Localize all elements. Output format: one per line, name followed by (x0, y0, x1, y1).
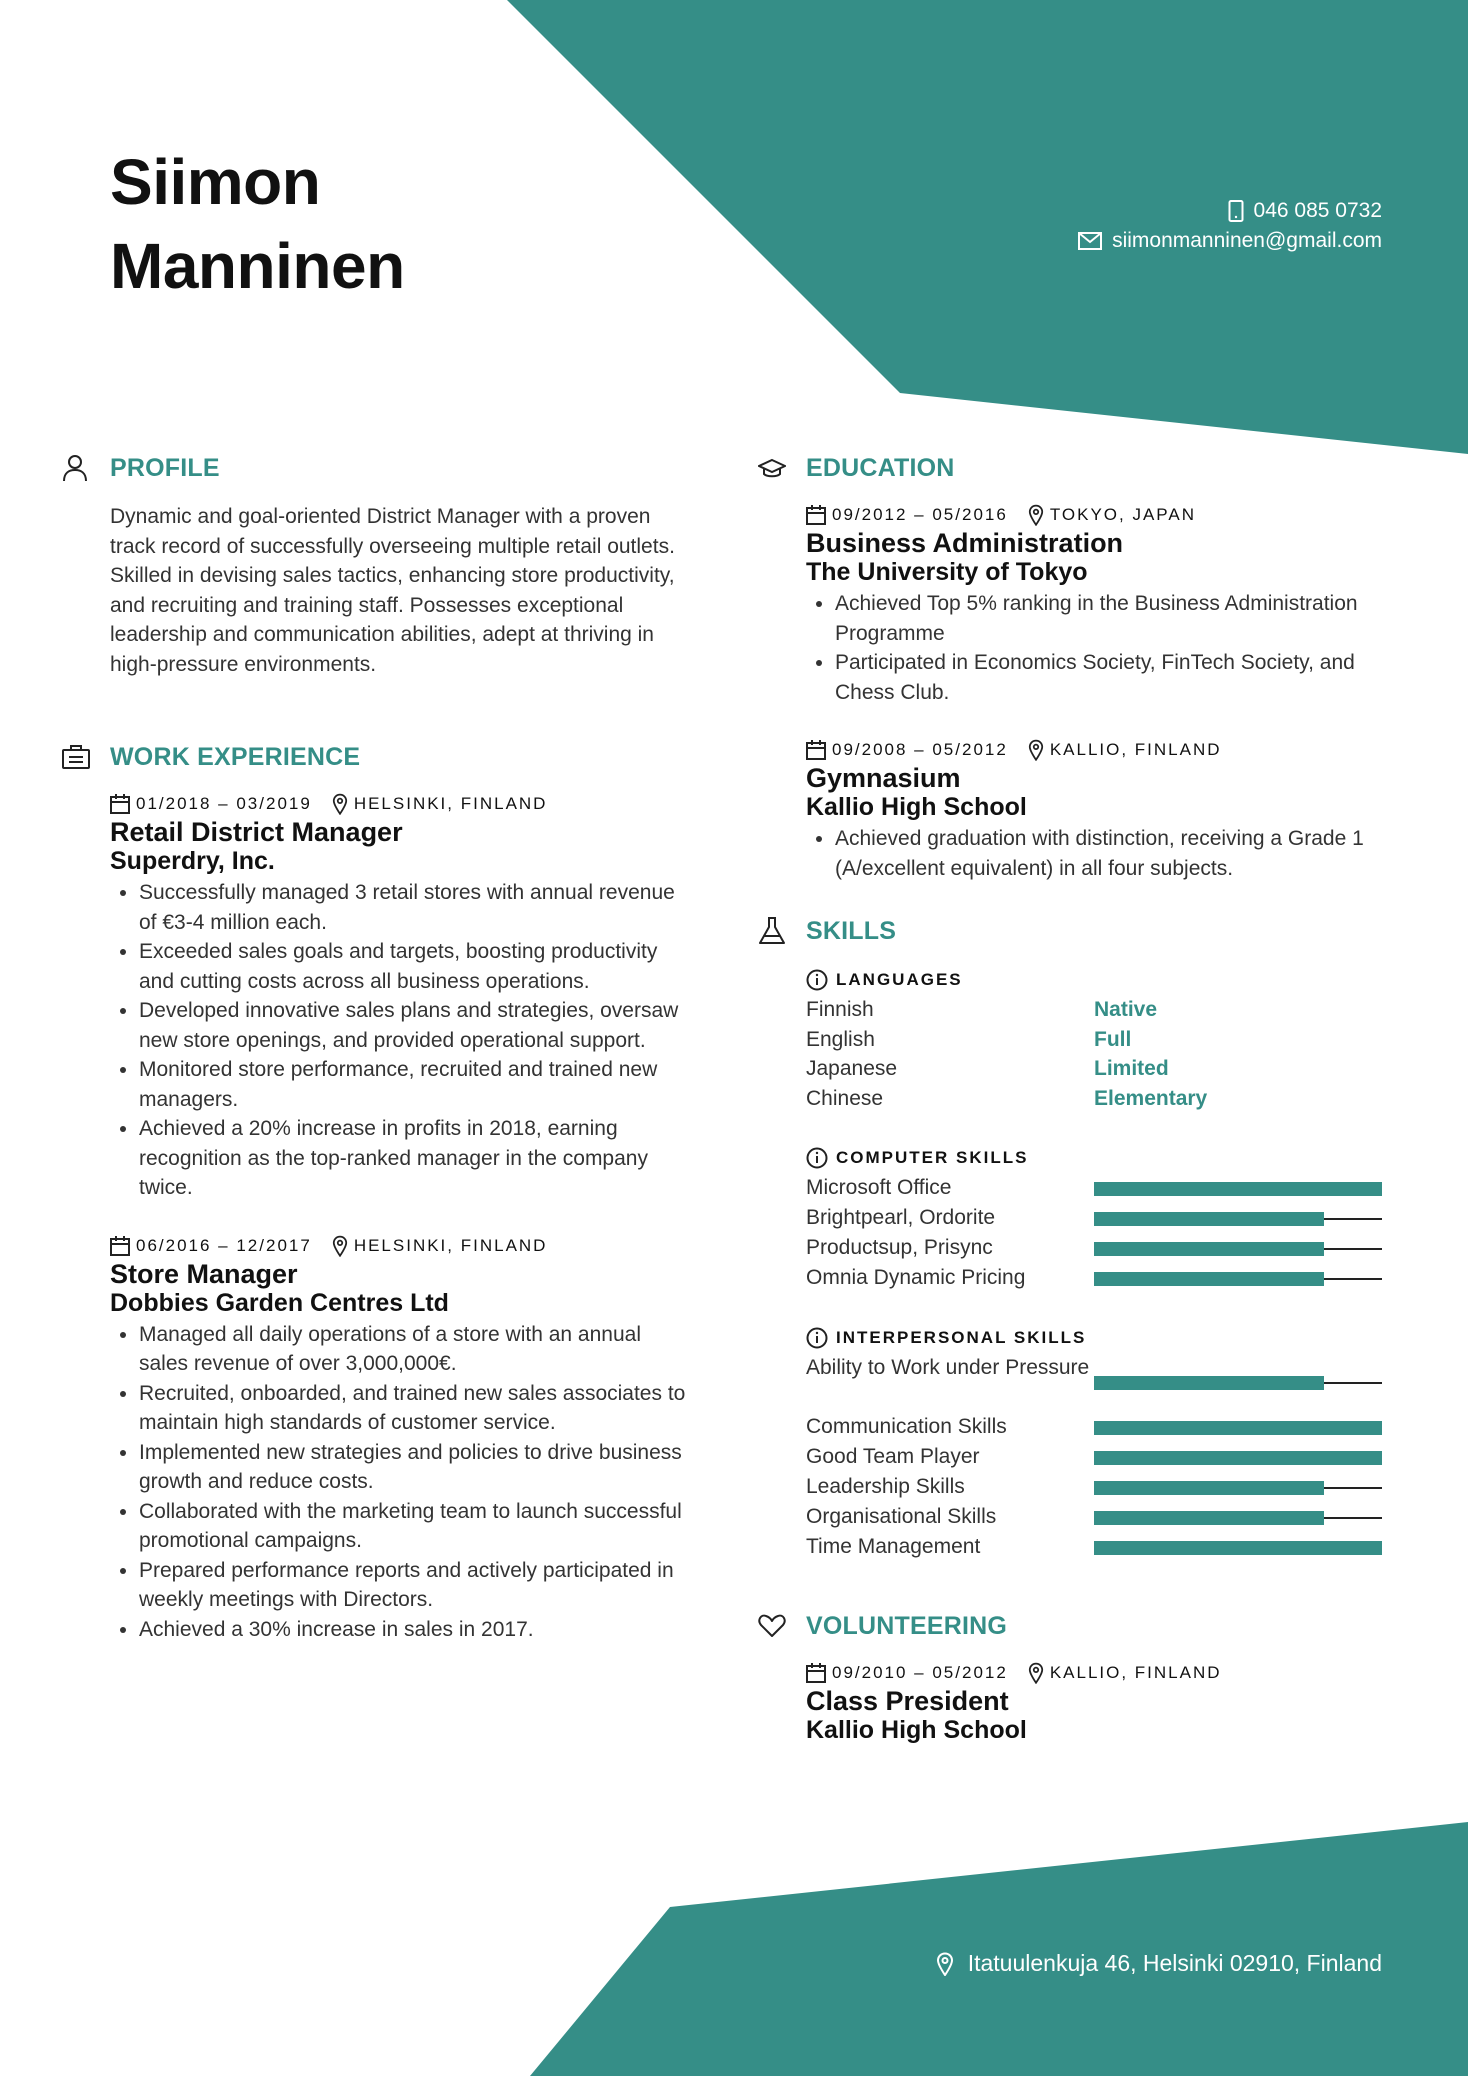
entry-organization: The University of Tokyo (806, 558, 1088, 586)
address-footer (936, 1950, 1382, 1977)
skill-level-bar (1094, 1532, 1382, 1562)
info-icon (806, 1327, 828, 1349)
entry-dates: 09/2008 – 05/2012 (832, 740, 1008, 759)
skill-name: Communication Skills (806, 1415, 1007, 1438)
person-icon (62, 454, 88, 482)
email-address[interactable]: siimonmanninen@gmail.com (1112, 229, 1382, 252)
skill-level-bar (1094, 1367, 1382, 1397)
language-row (806, 1025, 1388, 1055)
profile-text: Dynamic and goal-oriented District Manager with a proven track record of successfully overseeing multiple retail outlets. Skilled in devising sales tactics, enhancing store productivity, and recruiting and training staff. Possesses exceptional leadership and communication abilities, adept at thriving in high-pressure environments. (110, 505, 675, 676)
language-name: English (806, 1027, 875, 1051)
skill-bar-fill (1094, 1376, 1324, 1390)
list-item: • Achieved a 30% increase in sales in 2017. (139, 1615, 692, 1645)
entry-location: HELSINKI, FINLAND (353, 794, 548, 813)
computer-skills-title (806, 1143, 1388, 1173)
entry-dates: 09/2010 – 05/2012 (832, 1663, 1008, 1682)
entry-organization: Kallio High School (806, 1716, 1027, 1744)
languages-title-text: LANGUAGES (836, 970, 963, 989)
skill-bar-fill (1094, 1541, 1382, 1555)
skill-name: Organisational Skills (806, 1505, 997, 1528)
list-item: • Achieved a 20% increase in profits in 2018, earning recognition as the top-ranked manager in the company twice. (139, 1114, 692, 1203)
location-pin-icon (1028, 739, 1044, 761)
skill-level-bar (1094, 1472, 1382, 1502)
profile-section (62, 450, 692, 679)
list-item: • Recruited, onboarded, and trained new sales associates to maintain high standards of customer service. (139, 1379, 692, 1438)
location-pin-icon (1028, 504, 1044, 526)
skill-bar-fill (1094, 1212, 1324, 1226)
entry-meta (806, 737, 1388, 763)
computer-skills-list (806, 1173, 1388, 1293)
address-text: Itatuulenkuja 46, Helsinki 02910, Finland (967, 1950, 1382, 1976)
entry-location: KALLIO, FINLAND (1049, 740, 1222, 759)
volunteering-heading: VOLUNTEERING (806, 1611, 1008, 1640)
entry-meta (806, 502, 1388, 528)
computer-skills-title-text: COMPUTER SKILLS (836, 1148, 1029, 1167)
entry-location: KALLIO, FINLAND (1049, 1663, 1222, 1682)
computer-skill-row (806, 1263, 1388, 1293)
info-icon (806, 1147, 828, 1169)
language-row (806, 1054, 1388, 1084)
skill-name: Good Team Player (806, 1445, 980, 1468)
footer-accent-shape (530, 1822, 1468, 2076)
skill-name: Omnia Dynamic Pricing (806, 1266, 1026, 1289)
list-item: • Collaborated with the marketing team to launch successful promotional campaigns. (139, 1497, 692, 1556)
phone-icon (1228, 200, 1244, 222)
location-pin-icon (332, 793, 348, 815)
heart-icon (758, 1614, 786, 1638)
volunteering-items-entry (806, 1660, 1388, 1745)
list-item: • Achieved Top 5% ranking in the Business Administration Programme (835, 589, 1388, 648)
work-jobs-entry (110, 1233, 692, 1645)
mail-icon (1078, 232, 1102, 250)
skill-level-bar (1094, 1442, 1382, 1472)
entry-meta (110, 791, 692, 817)
list-item: • Prepared performance reports and actively participated in weekly meetings with Directors. (139, 1556, 692, 1615)
skill-name: Ability to Work under Pressure (806, 1356, 1090, 1379)
computer-skill-row (806, 1233, 1388, 1263)
entry-organization: Kallio High School (806, 793, 1027, 821)
interpersonal-skill-row (806, 1502, 1388, 1532)
last-name: Manninen (110, 230, 405, 302)
skill-bar-fill (1094, 1182, 1382, 1196)
entry-title: Business Administration (806, 528, 1124, 558)
calendar-icon (110, 1236, 130, 1256)
work-jobs-entry (110, 791, 692, 1203)
list-item: • Managed all daily operations of a store with an annual sales revenue of over 3,000,000€. (139, 1320, 692, 1379)
entry-title: Store Manager (110, 1258, 298, 1289)
skill-name: Productsup, Prisync (806, 1236, 993, 1259)
calendar-icon (110, 794, 130, 814)
phone-row (1078, 196, 1382, 226)
education-items-entry (806, 737, 1388, 883)
entry-bullets (806, 824, 1388, 883)
list-item: • Successfully managed 3 retail stores with annual revenue of €3-4 million each. (139, 878, 692, 937)
skill-level-bar (1094, 1173, 1382, 1203)
briefcase-icon (62, 744, 90, 770)
work-heading: WORK EXPERIENCE (110, 742, 361, 771)
entry-dates: 06/2016 – 12/2017 (136, 1235, 312, 1255)
graduation-cap-icon (758, 457, 786, 479)
skill-name: Time Management (806, 1535, 981, 1558)
language-level: Elementary (1094, 1086, 1208, 1110)
skill-bar-fill (1094, 1511, 1324, 1525)
entry-bullets (110, 878, 692, 1203)
phone-number[interactable]: 046 085 0732 (1253, 199, 1382, 222)
skill-level-bar (1094, 1412, 1382, 1442)
first-name: Siimon (110, 146, 321, 218)
computer-skill-row (806, 1203, 1388, 1233)
interpersonal-skill-row (806, 1353, 1388, 1412)
interpersonal-skill-row (806, 1442, 1388, 1472)
list-item: • Implemented new strategies and policies to drive business growth and reduce costs. (139, 1438, 692, 1497)
skill-bar-fill (1094, 1421, 1382, 1435)
entry-bullets (110, 1320, 692, 1645)
entry-title: Gymnasium (806, 763, 961, 793)
language-level: Full (1094, 1027, 1132, 1051)
entry-location: TOKYO, JAPAN (1049, 505, 1196, 524)
skill-bar-fill (1094, 1242, 1324, 1256)
skill-bar-fill (1094, 1272, 1324, 1286)
skill-level-bar (1094, 1502, 1382, 1532)
language-level: Native (1094, 998, 1158, 1021)
interpersonal-skill-row (806, 1412, 1388, 1442)
skill-bar-fill (1094, 1481, 1324, 1495)
languages-title (806, 965, 1388, 995)
entry-organization: Dobbies Garden Centres Ltd (110, 1288, 449, 1317)
list-item: • Achieved graduation with distinction, receiving a Grade 1 (A/excellent equivalent) in all four subjects. (835, 824, 1388, 883)
contact-block (1078, 196, 1382, 256)
list-item: • Monitored store performance, recruited and trained new managers. (139, 1055, 692, 1114)
list-item: • Exceeded sales goals and targets, boosting productivity and cutting costs across all business operations. (139, 937, 692, 996)
entry-title: Class President (806, 1686, 1009, 1716)
skill-level-bar (1094, 1263, 1382, 1293)
skill-name: Microsoft Office (806, 1176, 952, 1199)
education-heading: EDUCATION (806, 453, 955, 482)
entry-organization: Superdry, Inc. (110, 847, 275, 875)
language-name: Chinese (806, 1086, 884, 1110)
entry-location: HELSINKI, FINLAND (353, 1235, 548, 1255)
computer-skill-row (806, 1173, 1388, 1203)
entry-dates: 09/2012 – 05/2016 (832, 505, 1008, 524)
language-row (806, 995, 1388, 1025)
interpersonal-skill-row (806, 1472, 1388, 1502)
interpersonal-skills-title (806, 1323, 1388, 1353)
interpersonal-skills-title-text: INTERPERSONAL SKILLS (836, 1328, 1087, 1347)
language-name: Japanese (806, 1057, 898, 1080)
info-icon (806, 969, 828, 991)
entry-title: Retail District Manager (110, 817, 403, 847)
location-pin-icon (936, 1952, 954, 1976)
education-section (758, 450, 1388, 883)
location-pin-icon (1028, 1662, 1044, 1684)
skill-bar-fill (1094, 1451, 1382, 1465)
candidate-name (110, 140, 405, 308)
interpersonal-skills-list (806, 1353, 1388, 1562)
skill-name: Leadership Skills (806, 1475, 965, 1498)
skills-section (758, 913, 1388, 1562)
flask-icon (758, 916, 786, 946)
education-items-entry (806, 502, 1388, 707)
skill-level-bar (1094, 1233, 1382, 1263)
profile-heading: PROFILE (110, 453, 220, 482)
languages-list (806, 995, 1388, 1113)
interpersonal-skill-row (806, 1532, 1388, 1562)
work-experience-section (62, 739, 692, 1644)
skill-level-bar (1094, 1203, 1382, 1233)
entry-meta (110, 1233, 692, 1259)
entry-bullets (806, 589, 1388, 707)
location-pin-icon (332, 1235, 348, 1257)
list-item: • Developed innovative sales plans and strategies, oversaw new store openings, and provided operational support. (139, 996, 692, 1055)
language-name: Finnish (806, 998, 874, 1021)
calendar-icon (806, 740, 826, 760)
list-item: • Participated in Economics Society, FinTech Society, and Chess Club. (835, 648, 1388, 707)
language-row (806, 1084, 1388, 1114)
right-column (758, 450, 1388, 1775)
entry-meta (806, 1660, 1388, 1686)
volunteering-section (758, 1608, 1388, 1745)
email-row (1078, 226, 1382, 256)
calendar-icon (806, 505, 826, 525)
skill-name: Brightpearl, Ordorite (806, 1206, 996, 1229)
skills-heading: SKILLS (806, 916, 897, 945)
left-column (62, 450, 692, 1674)
entry-dates: 01/2018 – 03/2019 (136, 794, 312, 813)
language-level: Limited (1094, 1057, 1169, 1080)
calendar-icon (806, 1663, 826, 1683)
